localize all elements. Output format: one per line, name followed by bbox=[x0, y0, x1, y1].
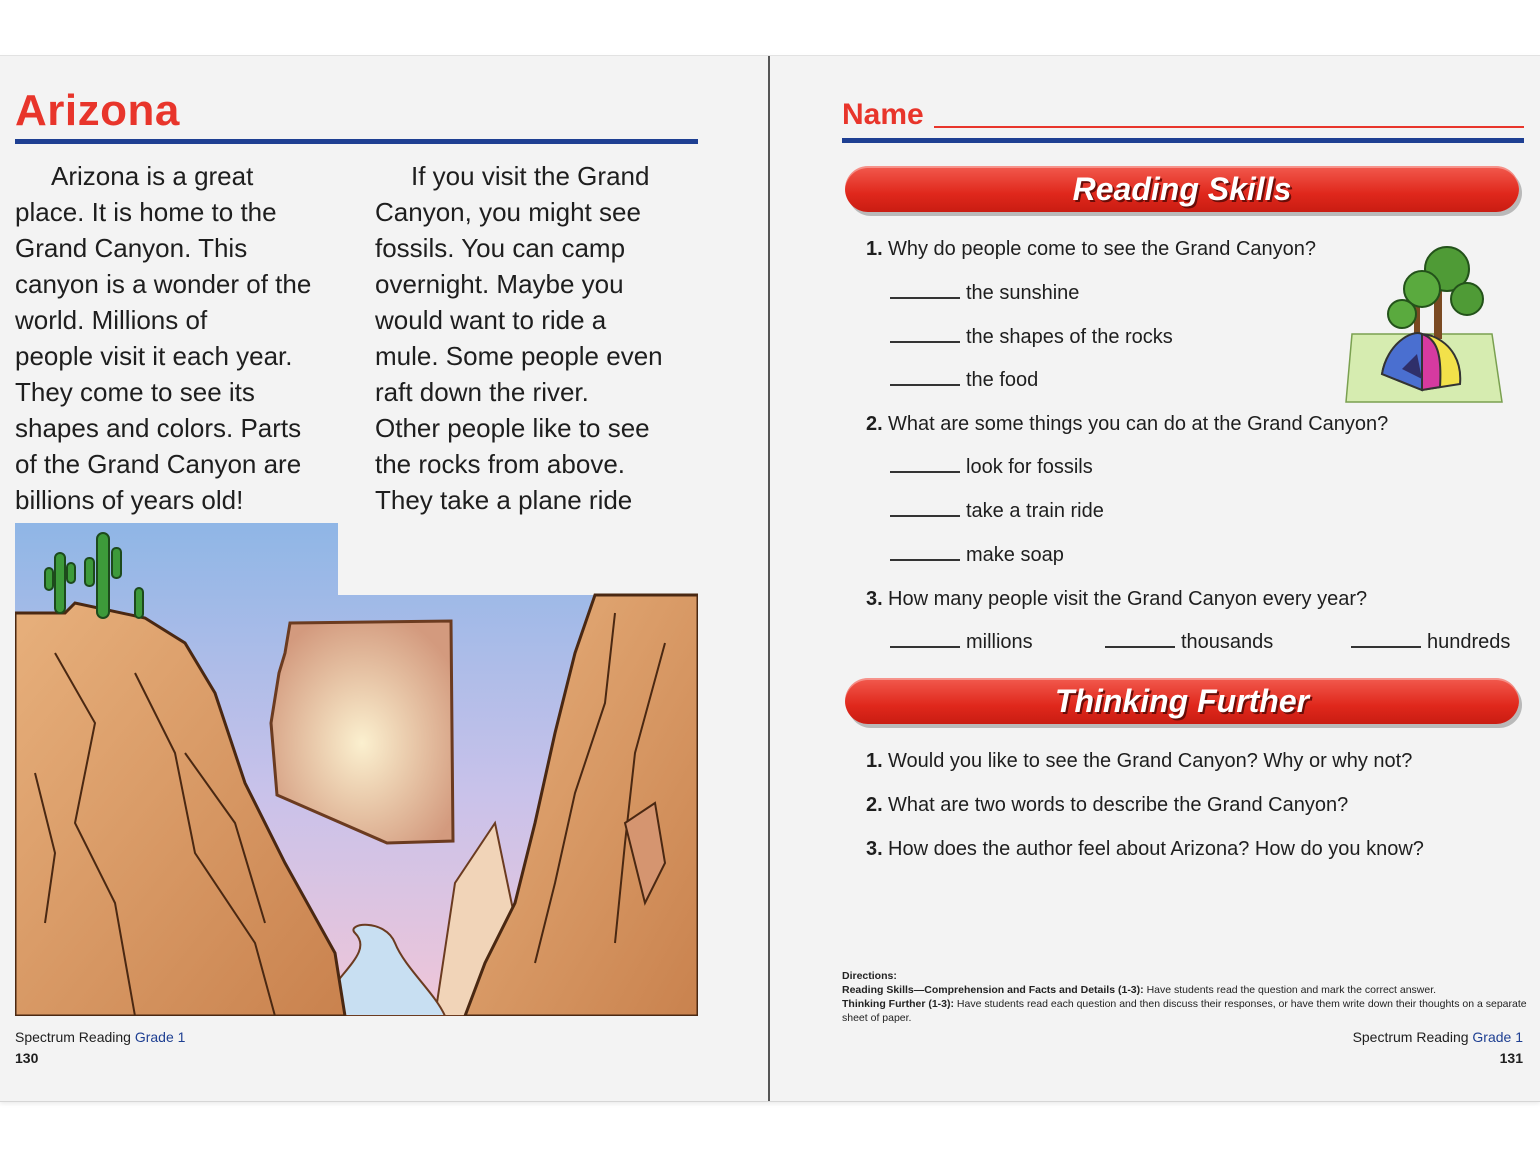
teacher-directions: Directions: Reading Skills—Comprehension and Facts and Details (1-3): Have students read the question and mark the correct answer. Thinking Further (1-3): Have students read each question and then discuss their responses, or have them write down their thoughts on a separate sheet of paper. bbox=[842, 970, 1527, 1024]
answer-option[interactable]: the food bbox=[890, 367, 1038, 393]
book-spread bbox=[0, 55, 1540, 1102]
story-column-1 bbox=[15, 158, 345, 518]
question-1: 1. Why do people come to see the Grand Canyon? bbox=[866, 238, 1317, 260]
story-line: overnight. Maybe you bbox=[375, 269, 624, 299]
story-line: canyon is a wonder of the bbox=[15, 269, 312, 299]
footer-series: Spectrum Reading Grade 1 bbox=[1352, 1029, 1523, 1045]
answer-option[interactable]: hundreds bbox=[1351, 629, 1510, 655]
story-line: Arizona is a great bbox=[51, 161, 254, 191]
thinking-question-3: 3. How does the author feel about Arizona? How do you know? bbox=[866, 838, 1424, 860]
thinking-further-banner: Thinking Further bbox=[845, 678, 1519, 724]
tent-illustration bbox=[1342, 244, 1504, 404]
title-rule bbox=[15, 139, 698, 144]
page-number: 130 bbox=[15, 1050, 39, 1066]
answer-option[interactable]: millions bbox=[890, 629, 1033, 655]
answer-option[interactable]: the sunshine bbox=[890, 280, 1079, 306]
story-line: They take a plane ride bbox=[375, 485, 633, 515]
story-line: fossils. You can camp bbox=[375, 233, 626, 263]
page-gutter bbox=[768, 56, 770, 1101]
thinking-question-1: 1. Would you like to see the Grand Canyon? Why or why not? bbox=[866, 750, 1413, 772]
story-line: They come to see its bbox=[15, 377, 255, 407]
story-line: shapes and colors. Parts bbox=[15, 413, 302, 443]
answer-option[interactable]: make soap bbox=[890, 542, 1064, 568]
answer-option[interactable]: the shapes of the rocks bbox=[890, 324, 1173, 350]
story-line: world. Millions of bbox=[15, 305, 208, 335]
header-rule bbox=[842, 138, 1524, 143]
story-line: Other people like to see bbox=[375, 413, 650, 443]
story-line: mule. Some people even bbox=[375, 341, 663, 371]
story-line: If you visit the Grand bbox=[411, 161, 650, 191]
story-line: would want to ride a bbox=[375, 305, 607, 335]
thinking-question-2: 2. What are two words to describe the Grand Canyon? bbox=[866, 794, 1349, 816]
answer-option[interactable]: look for fossils bbox=[890, 454, 1093, 480]
question-2: 2. What are some things you can do at the Grand Canyon? bbox=[866, 413, 1389, 435]
story-line: raft down the river. bbox=[375, 377, 589, 407]
story-line: place. It is home to the bbox=[15, 197, 277, 227]
answer-option[interactable]: thousands bbox=[1105, 629, 1273, 655]
story-line: people visit it each year. bbox=[15, 341, 293, 371]
story-line: the rocks from above. bbox=[375, 449, 625, 479]
footer-series: Spectrum Reading Grade 1 bbox=[15, 1029, 186, 1045]
page-title: Arizona bbox=[15, 86, 180, 135]
story-line: billions of years old! bbox=[15, 485, 244, 515]
story-line: Canyon, you might see bbox=[375, 197, 641, 227]
story-line: Grand Canyon. This bbox=[15, 233, 248, 263]
answer-option[interactable]: take a train ride bbox=[890, 498, 1104, 524]
story-line: of the Grand Canyon are bbox=[15, 449, 302, 479]
question-3: 3. How many people visit the Grand Canyon every year? bbox=[866, 588, 1368, 610]
grand-canyon-illustration bbox=[15, 523, 698, 1016]
name-line[interactable] bbox=[934, 126, 1524, 128]
page-number: 131 bbox=[1499, 1050, 1523, 1066]
name-label: Name bbox=[842, 98, 924, 131]
reading-skills-banner: Reading Skills bbox=[845, 166, 1519, 212]
